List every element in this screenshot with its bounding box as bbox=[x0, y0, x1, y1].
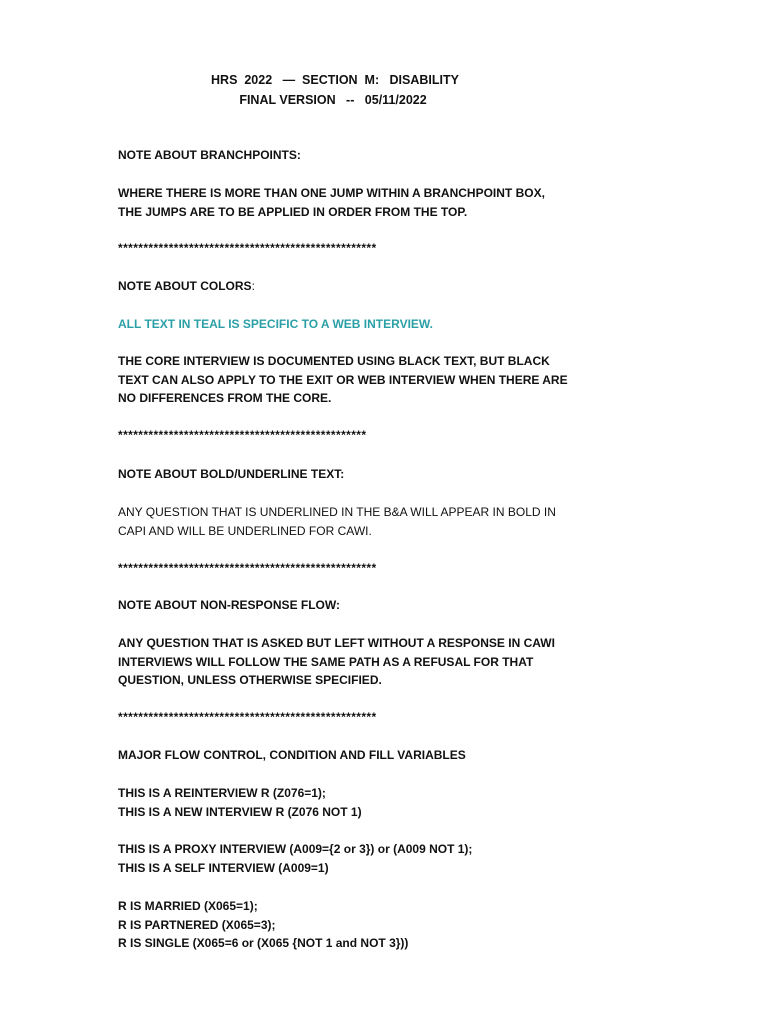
colors-line: THE CORE INTERVIEW IS DOCUMENTED USING BLACK TEXT, BUT BLACK bbox=[118, 354, 550, 368]
separator: *************************************************** bbox=[118, 561, 377, 575]
non-response-line: ANY QUESTION THAT IS ASKED BUT LEFT WITHOUT A RESPONSE IN CAWI bbox=[118, 636, 555, 650]
flow-variable-line: R IS MARRIED (X065=1); bbox=[118, 899, 258, 913]
separator: ************************************************* bbox=[118, 428, 367, 442]
flow-control-heading: MAJOR FLOW CONTROL, CONDITION AND FILL VARIABLES bbox=[118, 748, 466, 762]
flow-variable-line: R IS SINGLE (X065=6 or (X065 {NOT 1 and NOT 3})) bbox=[118, 936, 409, 951]
document-version: FINAL VERSION -- 05/11/2022 bbox=[239, 93, 427, 107]
bold-underline-note bbox=[118, 503, 588, 540]
branchpoints-note bbox=[118, 184, 588, 221]
separator: *************************************************** bbox=[118, 710, 377, 724]
flow-variable-line: THIS IS A NEW INTERVIEW R (Z076 NOT 1) bbox=[118, 804, 362, 819]
marital-block bbox=[118, 897, 588, 953]
bold-underline-line: CAPI AND WILL BE UNDERLINED FOR CAWI. bbox=[118, 523, 372, 538]
document-header bbox=[0, 70, 770, 110]
branchpoints-line: WHERE THERE IS MORE THAN ONE JUMP WITHIN A BRANCHPOINT BOX, bbox=[118, 186, 545, 200]
non-response-heading: NOTE ABOUT NON-RESPONSE FLOW: bbox=[118, 598, 340, 612]
non-response-line: QUESTION, UNLESS OTHERWISE SPECIFIED. bbox=[118, 673, 382, 688]
colors-line: TEXT CAN ALSO APPLY TO THE EXIT OR WEB INTERVIEW WHEN THERE ARE bbox=[118, 372, 568, 387]
interview-type-block bbox=[118, 784, 588, 821]
colors-heading-text: NOTE ABOUT COLORS bbox=[118, 279, 252, 293]
non-response-note bbox=[118, 634, 588, 690]
colors-heading-colon: : bbox=[251, 279, 255, 293]
colors-line: NO DIFFERENCES FROM THE CORE. bbox=[118, 391, 332, 406]
colors-note bbox=[118, 352, 588, 408]
document-title: HRS 2022 — SECTION M: DISABILITY bbox=[211, 73, 459, 87]
branchpoints-line: THE JUMPS ARE TO BE APPLIED IN ORDER FROM THE TOP. bbox=[118, 204, 468, 219]
flow-variable-line: THIS IS A PROXY INTERVIEW (A009={2 or 3}) or (A009 NOT 1); bbox=[118, 842, 473, 856]
teal-note: ALL TEXT IN TEAL IS SPECIFIC TO A WEB INTERVIEW. bbox=[118, 317, 433, 331]
flow-variable-line: THIS IS A SELF INTERVIEW (A009=1) bbox=[118, 860, 329, 875]
flow-variable-line: R IS PARTNERED (X065=3); bbox=[118, 917, 276, 932]
bold-underline-line: ANY QUESTION THAT IS UNDERLINED IN THE B&A WILL APPEAR IN BOLD IN bbox=[118, 505, 556, 519]
separator: *************************************************** bbox=[118, 241, 377, 255]
flow-variable-line: THIS IS A REINTERVIEW R (Z076=1); bbox=[118, 786, 326, 800]
branchpoints-heading: NOTE ABOUT BRANCHPOINTS: bbox=[118, 148, 301, 162]
colors-heading bbox=[118, 277, 588, 296]
proxy-block bbox=[118, 840, 588, 877]
non-response-line: INTERVIEWS WILL FOLLOW THE SAME PATH AS A REFUSAL FOR THAT bbox=[118, 654, 534, 669]
bold-underline-heading: NOTE ABOUT BOLD/UNDERLINE TEXT: bbox=[118, 467, 345, 481]
